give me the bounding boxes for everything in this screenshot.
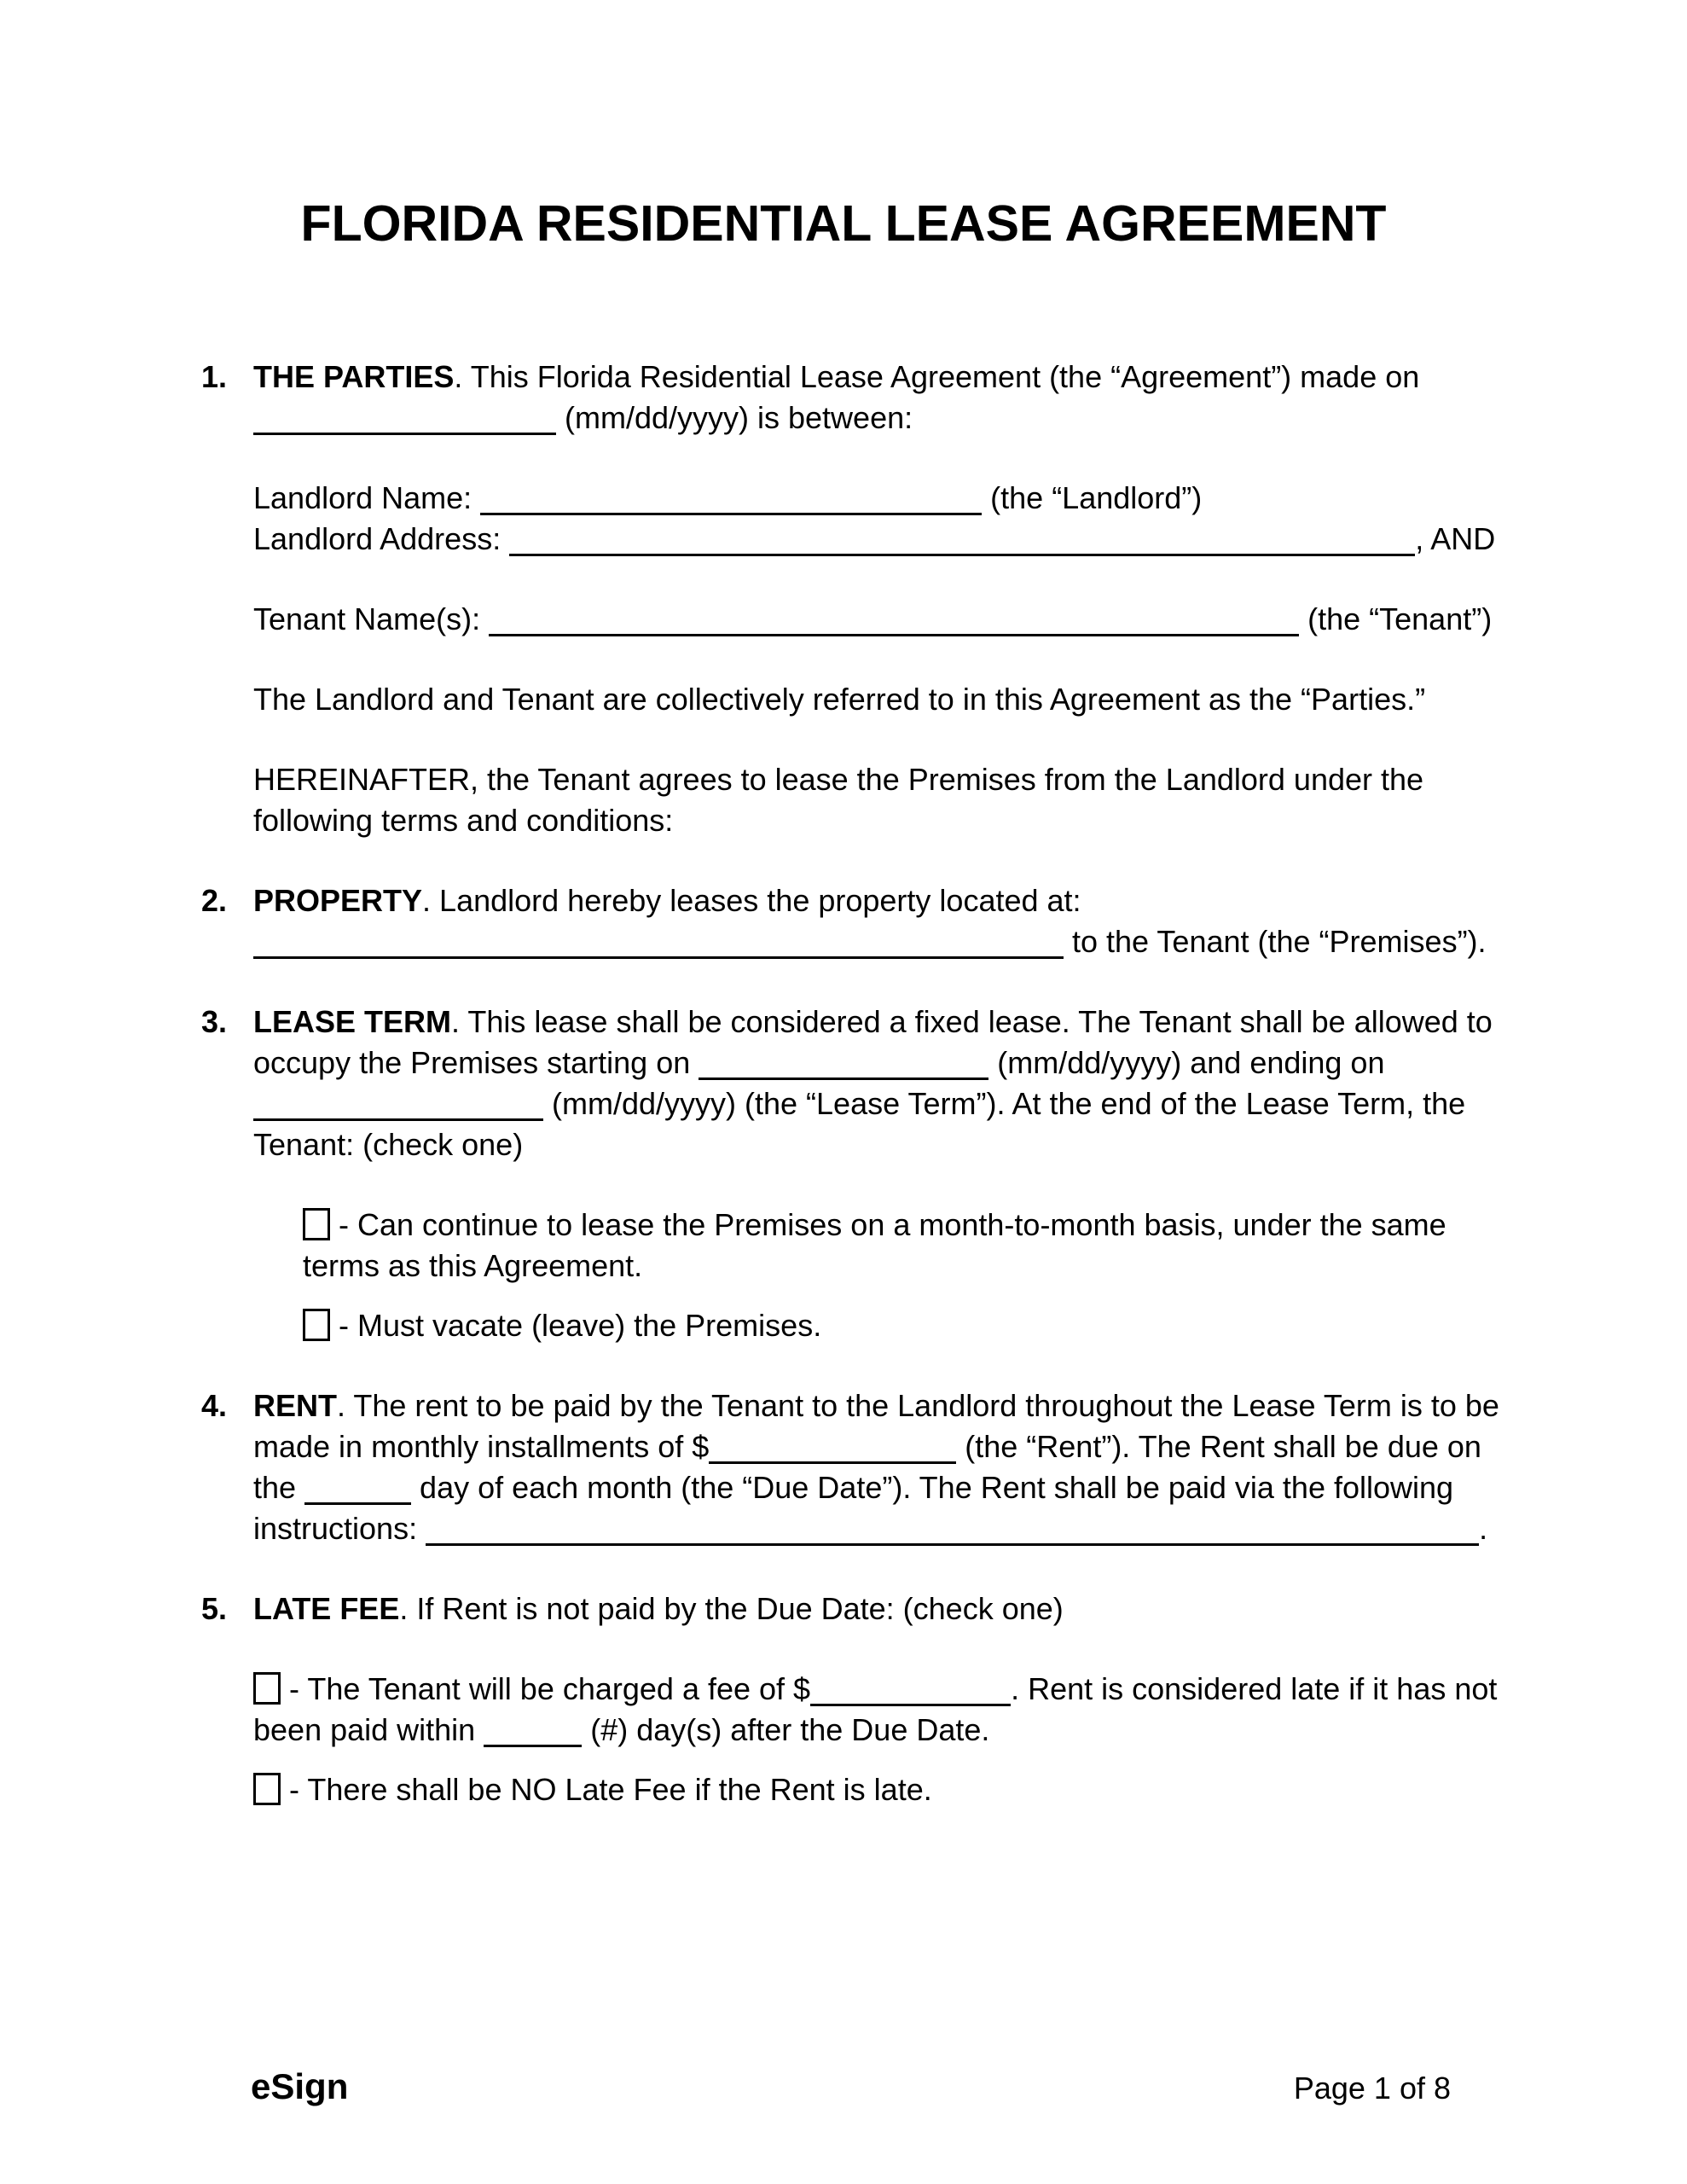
paragraph	[253, 1769, 1516, 1810]
text: . If Rent is not paid by the Due Date: (check one)	[399, 1591, 1064, 1626]
late-fee-amount-blank[interactable]	[810, 1704, 1011, 1706]
text: The Landlord and Tenant are collectively referred to in this Agreement as the “Parties.”	[253, 682, 1426, 717]
lease-end-date-blank[interactable]	[253, 1118, 543, 1121]
section-body	[253, 357, 1516, 841]
text: (mm/dd/yyyy) is between:	[556, 400, 913, 435]
text: . This lease shall be considered a fixed lease. The Tenant shall be allowed to occupy the Premises starting on	[253, 1004, 1493, 1080]
page-number: Page 1 of 8	[1293, 2071, 1451, 2106]
text: (the “Rent”). The Rent shall be due on the	[253, 1429, 1481, 1505]
section-number: 4.	[201, 1388, 228, 1423]
payment-instructions-blank[interactable]	[426, 1543, 1479, 1546]
paragraph	[253, 679, 1516, 720]
rent-amount-blank[interactable]	[709, 1461, 956, 1464]
esign-logo: eSign	[251, 2066, 349, 2106]
landlord-address-blank[interactable]	[509, 554, 1415, 556]
text: (the “Tenant”)	[1299, 601, 1493, 636]
section-number: 2.	[201, 883, 228, 918]
section-rent	[201, 1385, 1516, 1549]
paragraph	[253, 1385, 1516, 1549]
bold-text: LATE FEE	[253, 1591, 400, 1626]
section-lease-term	[201, 1002, 1516, 1346]
text: (mm/dd/yyyy) (the “Lease Term”). At the end of the Lease Term, the Tenant: (check one)	[253, 1086, 1466, 1162]
bold-text: THE PARTIES	[253, 359, 455, 394]
late-days-blank[interactable]	[484, 1745, 582, 1747]
text: .	[1479, 1511, 1488, 1546]
page-title: FLORIDA RESIDENTIAL LEASE AGREEMENT	[300, 195, 1387, 252]
sections-container	[201, 357, 1516, 1810]
text: - The Tenant will be charged a fee of $	[289, 1671, 811, 1706]
must-vacate-checkbox[interactable]	[303, 1309, 330, 1341]
text: HEREINAFTER, the Tenant agrees to lease the Premises from the Landlord under the following terms and conditions:	[253, 762, 1424, 838]
section-property	[201, 880, 1516, 962]
section-body	[253, 1385, 1516, 1549]
paragraph	[253, 1589, 1516, 1629]
paragraph	[253, 478, 1516, 560]
tenant-names-blank[interactable]	[489, 634, 1299, 636]
section-number: 3.	[201, 1004, 228, 1039]
section-the-parties	[201, 357, 1516, 841]
text: (mm/dd/yyyy) and ending on	[988, 1045, 1385, 1080]
paragraph	[253, 1002, 1516, 1165]
paragraph	[253, 880, 1516, 962]
text: - Can continue to lease the Premises on a month-to-month basis, under the same terms as this Agreement.	[303, 1207, 1446, 1283]
lease-start-date-blank[interactable]	[699, 1077, 988, 1080]
paragraph	[253, 1669, 1516, 1751]
bold-text: LEASE TERM	[253, 1004, 452, 1039]
text: Landlord Name:	[253, 480, 481, 515]
text: . Rent is considered late if it has not been paid within	[253, 1671, 1498, 1747]
text: to the Tenant (the “Premises”).	[1064, 924, 1487, 959]
paragraph	[303, 1305, 1516, 1346]
text: (#) day(s) after the Due Date.	[582, 1712, 990, 1747]
bold-text: RENT	[253, 1388, 337, 1423]
rent-due-day-blank[interactable]	[304, 1502, 411, 1505]
bold-text: PROPERTY	[253, 883, 423, 918]
section-body	[253, 1002, 1516, 1346]
paragraph	[253, 599, 1516, 640]
text: , AND	[1415, 521, 1496, 556]
text: - Must vacate (leave) the Premises.	[339, 1308, 822, 1343]
paragraph	[253, 759, 1516, 841]
text: Landlord Address:	[253, 521, 510, 556]
paragraph	[303, 1205, 1516, 1287]
paragraph	[253, 357, 1516, 439]
section-body	[253, 1589, 1516, 1810]
text: . The rent to be paid by the Tenant to the Landlord throughout the Lease Term is to be made in monthly installments of $	[253, 1388, 1499, 1464]
agreement-date-blank[interactable]	[253, 433, 556, 435]
late-fee-charged-checkbox[interactable]	[253, 1672, 281, 1705]
text: Tenant Name(s):	[253, 601, 490, 636]
text: . This Florida Residential Lease Agreement (the “Agreement”) made on	[454, 359, 1420, 394]
text: day of each month (the “Due Date”). The Rent shall be paid via the following instructions:	[253, 1470, 1454, 1546]
section-number: 5.	[201, 1591, 228, 1626]
text: - There shall be NO Late Fee if the Rent is late.	[289, 1772, 932, 1807]
continue-month-to-month-checkbox[interactable]	[303, 1208, 330, 1240]
page-footer	[251, 2066, 1451, 2109]
landlord-name-blank[interactable]	[480, 513, 982, 515]
no-late-fee-checkbox[interactable]	[253, 1773, 281, 1805]
property-address-blank[interactable]	[253, 956, 1064, 959]
section-body	[253, 880, 1516, 962]
section-late-fee	[201, 1589, 1516, 1810]
text: (the “Landlord”)	[982, 480, 1203, 515]
text: . Landlord hereby leases the property located at:	[422, 883, 1081, 918]
section-number: 1.	[201, 359, 228, 394]
